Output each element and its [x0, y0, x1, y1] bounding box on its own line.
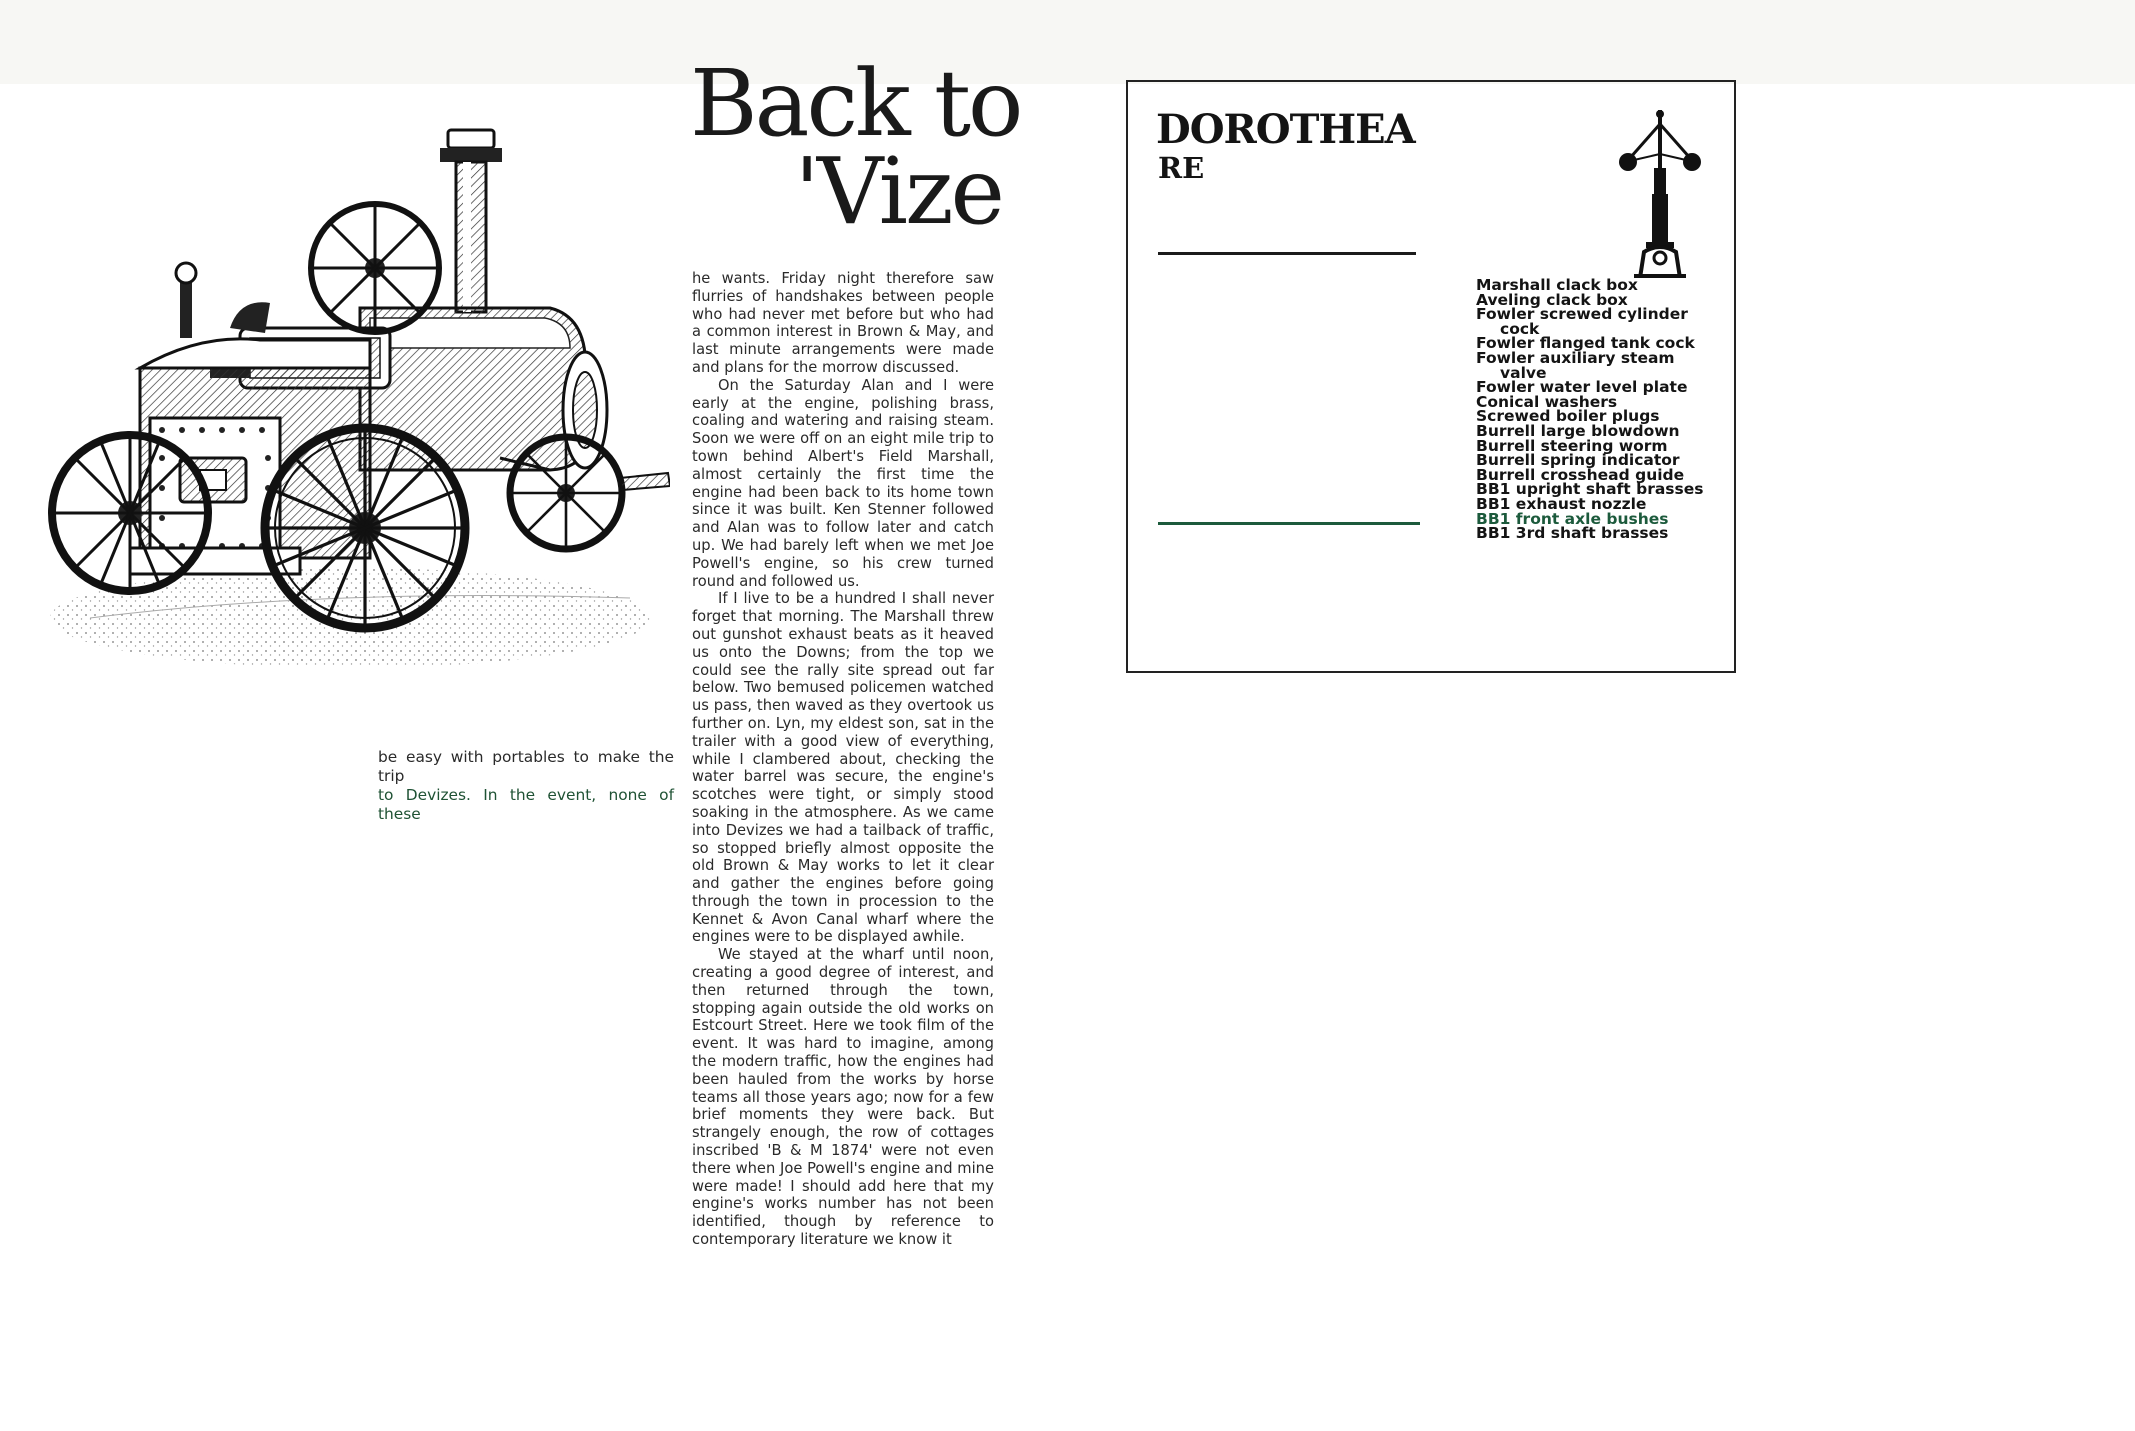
- parts-list-item: Fowler auxiliary steam: [1476, 348, 1675, 367]
- parts-list-item: Aveling clack box: [1476, 290, 1628, 309]
- parts-list: [1476, 278, 1704, 541]
- parts-list-item: BB1 front axle bushes: [1476, 509, 1669, 528]
- parts-list-item: BB1 upright shaft brasses: [1476, 480, 1704, 499]
- sidebar-title: DOROTHEA: [1156, 106, 1415, 153]
- title-line-1: Back to: [690, 50, 1021, 157]
- parts-list-item: Screwed boiler plugs: [1476, 407, 1660, 426]
- parts-list-item: BB1 3rd shaft brasses: [1476, 524, 1669, 543]
- title-line-2: 'Vize: [794, 138, 1002, 245]
- parts-list-item: Burrell spring indicator: [1476, 451, 1680, 470]
- caption-line-1: be easy with portables to make the trip: [378, 748, 674, 785]
- article-paragraph: We stayed at the wharf until noon, creating a good degree of interest, and then returned through the town, stopping again outside the old works on Estcourt Street. Here we took film of the event. It was hard to imagine, among the modern traffic, how the engines had been hauled from the works by horse teams all those years ago; now for a few brief moments they were back. But strangely enough, the row of cottages inscribed 'B & M 1874' were not even there when Joe Powell's engine and mine were made! I should add here that my engine's works number has not been identified, though by reference to contemporary literature we know it: [692, 946, 994, 1249]
- governor-icon: [1612, 106, 1708, 278]
- top-band: [0, 0, 2135, 84]
- parts-list-item: Fowler screwed cylinder: [1476, 305, 1688, 324]
- parts-list-item: Fowler water level plate: [1476, 378, 1688, 397]
- parts-list-item: Burrell steering worm: [1476, 436, 1668, 455]
- parts-list-item: Conical washers: [1476, 392, 1618, 411]
- caption: [378, 748, 674, 824]
- caption-line-2: to Devizes. In the event, none of these: [378, 786, 674, 823]
- divider-rule: [1158, 252, 1416, 255]
- parts-list-item: valve: [1500, 363, 1547, 382]
- parts-list-item: Burrell large blowdown: [1476, 421, 1680, 440]
- article-paragraph: On the Saturday Alan and I were early at the engine, polishing brass, coaling and watering and raising steam. Soon we were off on an eight mile trip to town behind Albert's Field Marshall, almost certainly the first time the engine had been back to its home town since it was built. Ken Stenner followed and Alan was to follow later and catch up. We had barely left when we met Joe Powell's engine, so his crew turned round and followed us.: [692, 376, 994, 590]
- parts-sidebar-box: [1126, 80, 1736, 673]
- parts-list-item: BB1 exhaust nozzle: [1476, 494, 1647, 513]
- article-column: [692, 270, 994, 1249]
- divider-rule: [1158, 522, 1420, 525]
- parts-list-item: Marshall clack box: [1476, 276, 1638, 294]
- parts-list-item: cock: [1500, 319, 1540, 338]
- sidebar-subtitle: RE: [1158, 151, 1205, 185]
- parts-list-item: Fowler flanged tank cock: [1476, 334, 1695, 353]
- article-title: [690, 50, 1021, 245]
- parts-list-item: Burrell crosshead guide: [1476, 465, 1685, 484]
- article-paragraph: If I live to be a hundred I shall never forget that morning. The Marshall threw out gunshot exhaust beats as it heaved us onto the Downs; from the top we could see the rally site spread out far below. Two bemused policemen watched us pass, then waved as they overtook us further on. Lyn, my eldest son, sat in the trailer with a good view of everything, while I clambered about, checking the water barrel was secure, the engine's scotches were tight, or simply stood soaking in the atmosphere. As we came into Devizes we had a tailback of traffic, so stopped briefly almost opposite the old Brown & May works to let it clear and gather the engines before going through the town in procession to the Kennet & Avon Canal wharf where the engines were to be displayed awhile.: [692, 590, 994, 946]
- article-paragraph: he wants. Friday night therefore saw flurries of handshakes between people who had never met before but who had a common interest in Brown & May, and last minute arrangements were made and plans for the morrow discussed.: [692, 270, 994, 376]
- steam-engine-illustration: [30, 118, 670, 678]
